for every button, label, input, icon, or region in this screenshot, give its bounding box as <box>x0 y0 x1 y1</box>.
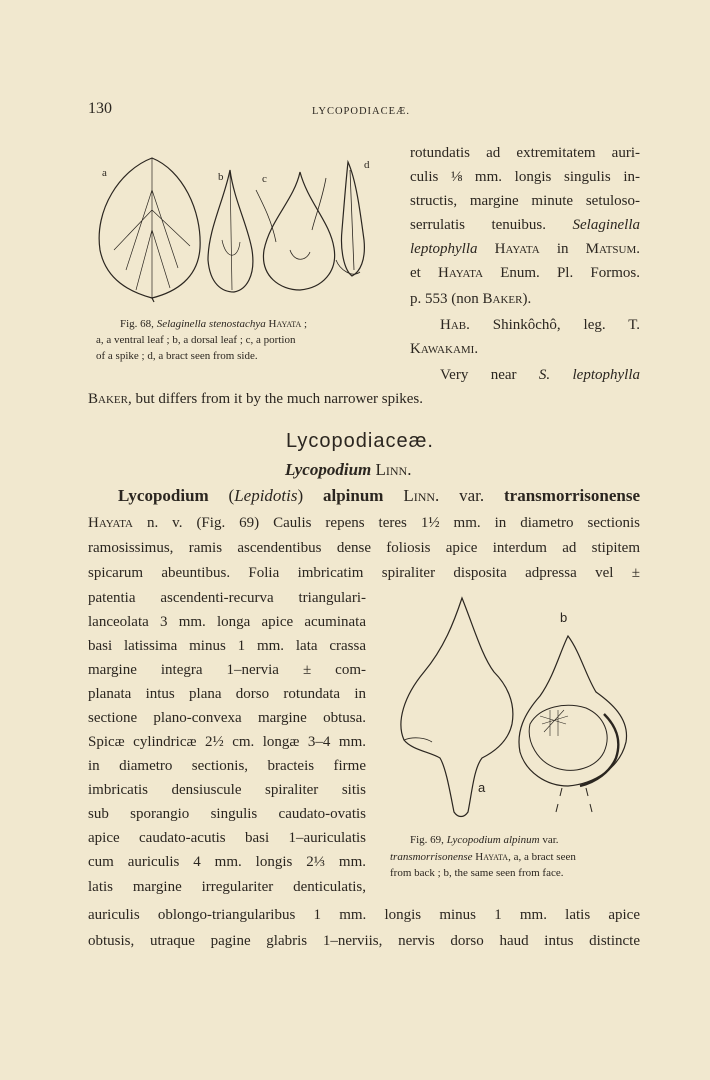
body-line-12: imbricatis densiuscule spiraliter sitis <box>88 782 366 798</box>
fig68-species: Selaginella stenostachya <box>156 318 266 330</box>
body-line-10: Spicæ cylindricæ 2½ cm. longæ 3–4 mm. <box>88 734 366 750</box>
fig68-caption-line3: of a spike ; d, a bract seen from side. <box>96 350 258 362</box>
body-line-4: patentia ascendenti-recurva triangulari- <box>88 590 366 606</box>
section-title: Lycopodiaceæ. <box>286 430 434 452</box>
species-heading: Lycopodium (Lepidotis) alpinum Linn. var. transmorrisonense <box>118 486 640 505</box>
right-line-2: culis ⅛ mm. longis singulis in- <box>410 169 640 185</box>
body-line-8: planata intus plana dorso rotundata in <box>88 686 366 702</box>
collector-name: Kawakami. <box>410 341 479 357</box>
fig69-letter-a: a <box>478 780 486 795</box>
fig69-bract-a <box>401 598 513 817</box>
fig69-caption-line2: transmorrisonense Hayata, a, a bract seen <box>390 851 576 863</box>
body-line-2: ramosissimus, ramis ascendentibus dense foliosis apice interdum ad stipitem <box>88 540 640 556</box>
running-title: LYCOPODIACEÆ. <box>312 106 410 117</box>
right-line-5: leptophylla Hayata in Matsum. <box>410 241 641 257</box>
right-line-10: Very near S. leptophylla <box>440 367 640 383</box>
fig68-caption-line1: Fig. 68, Selaginella stenostachya Hayata ; <box>120 318 308 330</box>
fig68-letter-d: d <box>364 159 370 171</box>
body-line-6: basi latissima minus 1 mm. lata crassa <box>88 638 366 654</box>
page-number: 130 <box>88 100 112 117</box>
fig68-author: Hayata <box>268 318 302 330</box>
fig68-spike-c <box>263 172 334 290</box>
body-line-15: cum auriculis 4 mm. longis 2⅓ mm. <box>88 854 366 870</box>
body-line-13: sub sporangio singulis caudato-ovatis <box>88 806 366 822</box>
fig69-caption-line3: from back ; b, the same seen from face. <box>390 867 564 879</box>
right-line-7: p. 553 (non Baker). <box>410 291 532 307</box>
fig68-letter-c: c <box>262 173 267 185</box>
right-line-3: structis, margine minute setuloso- <box>410 193 640 209</box>
right-line-6: et Hayata Enum. Pl. Formos. <box>410 265 641 281</box>
genus-heading: Lycopodium Linn. <box>285 460 412 479</box>
right-line-4: serrulatis tenuibus. Selaginella <box>410 217 640 233</box>
figure-68-illustration <box>90 150 390 305</box>
full-line-1: Baker, but differs from it by the much narrower spikes. <box>88 391 424 407</box>
fig69-bract-b <box>519 636 627 786</box>
right-line-1: rotundatis ad extremitatem auri- <box>410 145 640 161</box>
body-line-16: latis margine irregulariter denticulatis, <box>88 879 366 895</box>
fig69-letter-b: b <box>560 610 568 625</box>
body-line-1: Hayata n. v. (Fig. 69) Caulis repens teres 1½ mm. in diametro sectionis <box>88 515 641 531</box>
habitat-line: Hab. Shinkôchô, leg. T. <box>440 317 641 333</box>
fig68-bract-d <box>341 162 364 276</box>
fig68-label: Fig. 68, <box>120 318 154 330</box>
body-line-11: in diametro sectionis, bracteis firme <box>88 758 366 774</box>
body-line-3: spicarum abeuntibus. Folia imbricatim spiraliter disposita adpressa vel ± <box>88 565 640 581</box>
fig69-caption-line1: Fig. 69, Lycopodium alpinum var. <box>410 834 559 846</box>
body-line-9: sectione plano-convexa margine obtusa. <box>88 710 366 726</box>
body-line-14: apice caudato-acutis basi 1–auriculatis <box>88 830 366 846</box>
body-line-17: auriculis oblongo-triangularibus 1 mm. longis minus 1 mm. latis apice <box>88 907 640 923</box>
fig68-letter-b: b <box>218 171 224 183</box>
body-line-5: lanceolata 3 mm. longa apice acuminata <box>88 614 366 630</box>
body-line-18: obtusis, utraque pagine glabris 1–nerviis, nervis dorso haud intus distincte <box>88 933 640 949</box>
figure-69-illustration <box>390 592 640 832</box>
body-line-7: margine integra 1–nervia ± com- <box>88 662 366 678</box>
fig68-caption-line2: a, a ventral leaf ; b, a dorsal leaf ; c, a portion <box>96 334 296 346</box>
fig68-leaf-a <box>99 158 200 298</box>
fig68-letter-a: a <box>102 167 107 179</box>
